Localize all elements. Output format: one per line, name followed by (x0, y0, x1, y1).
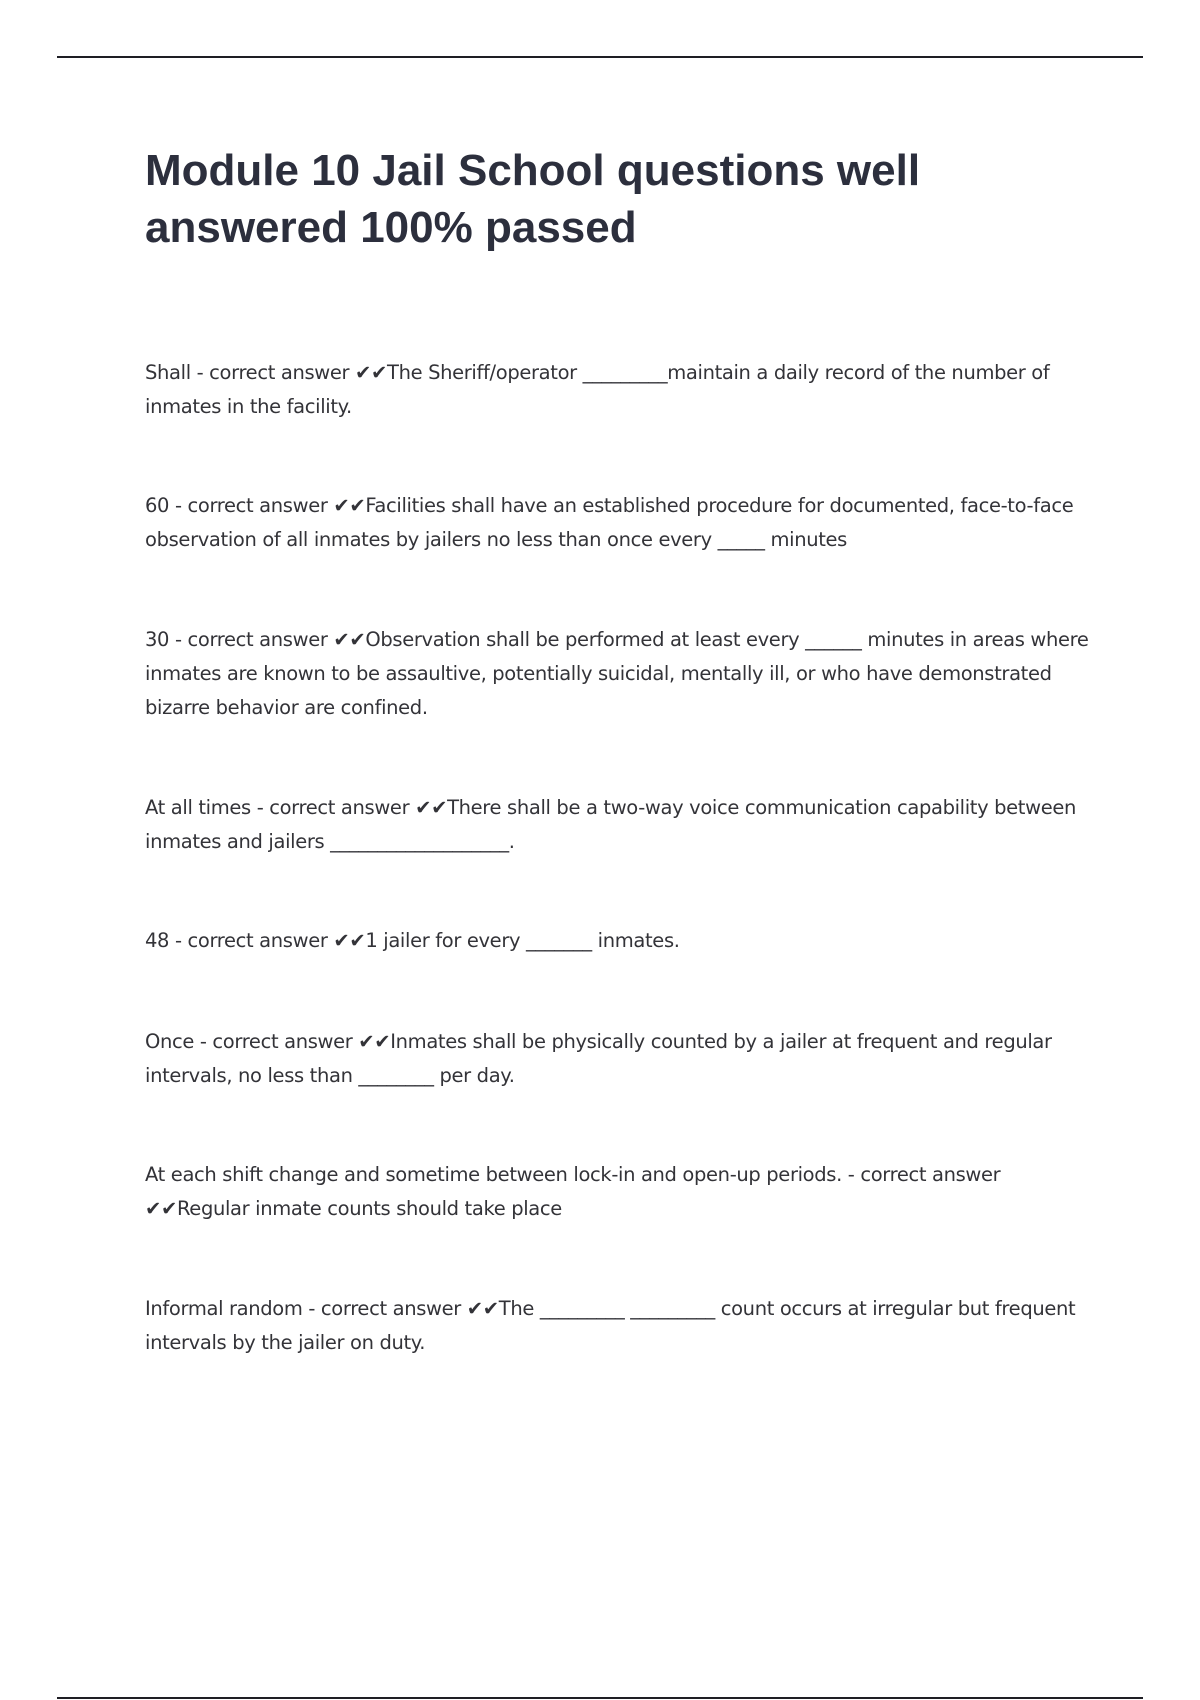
answer-separator: - correct answer (169, 494, 334, 517)
check-mark-icon: ✔✔ (333, 929, 366, 952)
qa-item (145, 489, 1095, 557)
answer-text: At all times (145, 796, 251, 819)
answer-separator: - correct answer (302, 1297, 467, 1320)
qa-item (145, 1292, 1095, 1360)
qa-item (145, 623, 1095, 725)
answer-text: Informal random (145, 1297, 303, 1320)
answer-text: 30 (145, 628, 170, 651)
answer-text: 48 (145, 929, 170, 952)
question-text: There shall be a two-way voice communication capability between inmates and jailers ___________________. (145, 796, 1077, 853)
document-title: Module 10 Jail School questions well answered 100% passed (145, 146, 921, 252)
bottom-rule (57, 1697, 1143, 1699)
answer-separator: - correct answer (841, 1163, 1001, 1186)
check-mark-icon: ✔✔ (145, 1197, 177, 1220)
check-mark-icon: ✔✔ (355, 361, 388, 384)
answer-separator: - correct answer (250, 796, 416, 819)
qa-item (145, 924, 1095, 958)
question-text: The _________ _________ count occurs at irregular but frequent intervals by the jailer on duty. (145, 1297, 1076, 1354)
question-text: The Sheriff/operator _________maintain a daily record of the number of inmates in the facility. (145, 361, 1050, 418)
answer-separator: - correct answer (169, 628, 334, 651)
question-text: 1 jailer for every _______ inmates. (365, 929, 680, 952)
question-text: Regular inmate counts should take place (176, 1197, 562, 1220)
qa-item (145, 791, 1095, 859)
qa-item (145, 1158, 1095, 1226)
qa-item (145, 356, 1095, 424)
answer-text: 60 (145, 494, 170, 517)
check-mark-icon: ✔✔ (333, 628, 366, 651)
check-mark-icon: ✔✔ (358, 1030, 391, 1053)
check-mark-icon: ✔✔ (466, 1297, 499, 1320)
question-text: Inmates shall be physically counted by a jailer at frequent and regular intervals, no less than ________ per day. (145, 1030, 1052, 1087)
answer-separator: - correct answer (190, 361, 356, 384)
question-text: Facilities shall have an established procedure for documented, face-to-face observation of all inmates by jailers no less than once every _____ minutes (145, 494, 1074, 551)
check-mark-icon: ✔✔ (415, 796, 448, 819)
answer-text: At each shift change and sometime between lock-in and open-up periods. (145, 1163, 842, 1186)
question-text: Observation shall be performed at least every ______ minutes in areas where inmates are known to be assaultive, potentially suicidal, mentally ill, or who have demonstrated bizarre behavior are confined. (145, 628, 1089, 719)
check-mark-icon: ✔✔ (333, 494, 366, 517)
answer-separator: - correct answer (169, 929, 334, 952)
answer-text: Once (145, 1030, 195, 1053)
answer-text: Shall (145, 361, 191, 384)
answer-separator: - correct answer (194, 1030, 359, 1053)
top-rule (57, 56, 1143, 58)
qa-item (145, 1025, 1095, 1093)
